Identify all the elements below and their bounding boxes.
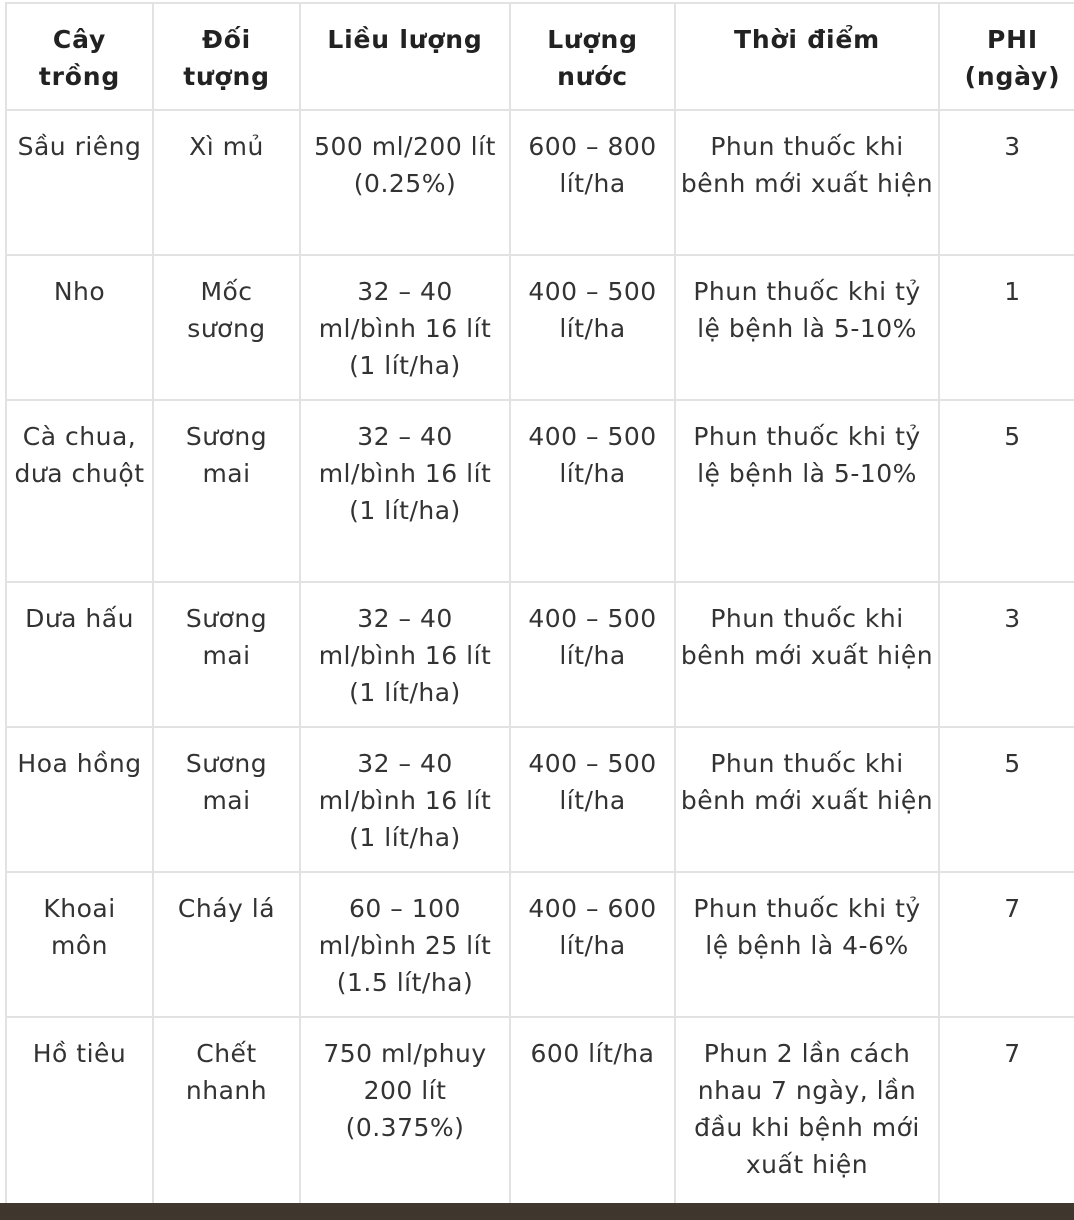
cell-timing: Phun thuốc khi tỷ lệ bệnh là 4-6% bbox=[675, 872, 939, 1017]
cell-water: 400 – 500 lít/ha bbox=[510, 400, 675, 582]
table-row bbox=[6, 582, 1074, 727]
cell-target: Sương mai bbox=[153, 400, 300, 582]
cell-phi: 3 bbox=[939, 110, 1074, 255]
table-row bbox=[6, 255, 1074, 400]
cell-crop: Dưa hấu bbox=[6, 582, 153, 727]
header-target: Đối tượng bbox=[153, 3, 300, 110]
cell-phi: 1 bbox=[939, 255, 1074, 400]
table-row bbox=[6, 400, 1074, 582]
cell-water: 400 – 500 lít/ha bbox=[510, 255, 675, 400]
cell-crop: Cà chua, dưa chuột bbox=[6, 400, 153, 582]
cell-crop: Khoai môn bbox=[6, 872, 153, 1017]
cell-target: Mốc sương bbox=[153, 255, 300, 400]
cell-dosage: 32 – 40 ml/bình 16 lít (1 lít/ha) bbox=[300, 727, 510, 872]
cell-water: 600 – 800 lít/ha bbox=[510, 110, 675, 255]
header-crop: Cây trồng bbox=[6, 3, 153, 110]
cell-dosage: 60 – 100 ml/bình 25 lít (1.5 lít/ha) bbox=[300, 872, 510, 1017]
cell-water: 600 lít/ha bbox=[510, 1017, 675, 1203]
header-water: Lượng nước bbox=[510, 3, 675, 110]
header-timing: Thời điểm bbox=[675, 3, 939, 110]
cell-dosage: 500 ml/200 lít (0.25%) bbox=[300, 110, 510, 255]
cell-crop: Sầu riêng bbox=[6, 110, 153, 255]
table-header-row bbox=[6, 3, 1074, 110]
cell-crop: Hoa hồng bbox=[6, 727, 153, 872]
cell-crop: Nho bbox=[6, 255, 153, 400]
cell-water: 400 – 500 lít/ha bbox=[510, 582, 675, 727]
table-row bbox=[6, 110, 1074, 255]
cell-phi: 7 bbox=[939, 872, 1074, 1017]
cell-timing: Phun thuốc khi bênh mới xuất hiện bbox=[675, 727, 939, 872]
cell-timing: Phun thuốc khi tỷ lệ bệnh là 5-10% bbox=[675, 255, 939, 400]
cell-target: Sương mai bbox=[153, 727, 300, 872]
dosage-table bbox=[5, 2, 1074, 1203]
cell-target: Xì mủ bbox=[153, 110, 300, 255]
cell-phi: 5 bbox=[939, 400, 1074, 582]
cell-timing: Phun thuốc khi bênh mới xuất hiện bbox=[675, 110, 939, 255]
cell-timing: Phun thuốc khi bênh mới xuất hiện bbox=[675, 582, 939, 727]
header-dosage: Liều lượng bbox=[300, 3, 510, 110]
cell-dosage: 32 – 40 ml/bình 16 lít (1 lít/ha) bbox=[300, 400, 510, 582]
cell-target: Chết nhanh bbox=[153, 1017, 300, 1203]
cell-target: Cháy lá bbox=[153, 872, 300, 1017]
table-row bbox=[6, 1017, 1074, 1203]
cell-phi: 7 bbox=[939, 1017, 1074, 1203]
cell-water: 400 – 500 lít/ha bbox=[510, 727, 675, 872]
header-phi: PHI (ngày) bbox=[939, 3, 1074, 110]
cell-dosage: 32 – 40 ml/bình 16 lít (1 lít/ha) bbox=[300, 255, 510, 400]
cell-crop: Hồ tiêu bbox=[6, 1017, 153, 1203]
table-row bbox=[6, 727, 1074, 872]
cell-dosage: 750 ml/phuy 200 lít (0.375%) bbox=[300, 1017, 510, 1203]
cell-phi: 5 bbox=[939, 727, 1074, 872]
cell-dosage: 32 – 40 ml/bình 16 lít (1 lít/ha) bbox=[300, 582, 510, 727]
cell-phi: 3 bbox=[939, 582, 1074, 727]
cell-water: 400 – 600 lít/ha bbox=[510, 872, 675, 1017]
table-row bbox=[6, 872, 1074, 1017]
cell-timing: Phun thuốc khi tỷ lệ bệnh là 5-10% bbox=[675, 400, 939, 582]
cell-target: Sương mai bbox=[153, 582, 300, 727]
cell-timing: Phun 2 lần cách nhau 7 ngày, lần đầu khi bệnh mới xuất hiện bbox=[675, 1017, 939, 1203]
